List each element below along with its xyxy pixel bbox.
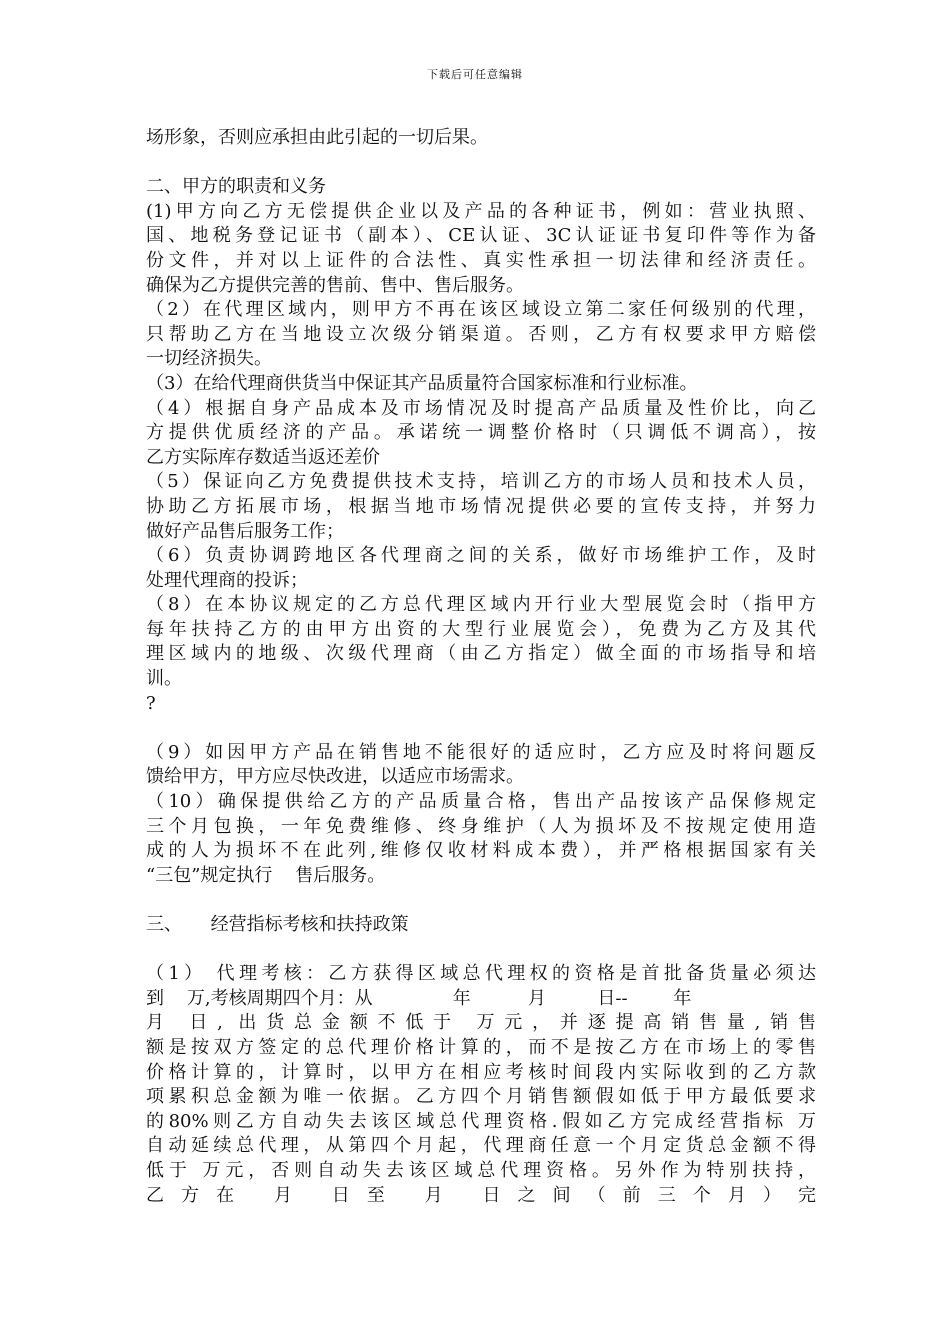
text-line: 价格计算的，计算时，以甲方在相应考核时间段内实际收到的乙方款 [146,1061,816,1083]
text-line: 到 万,考核周期四个月：从 年 月 日-- 年 [146,987,692,1009]
text-line: 国、地税务登记证书（副本）、CE认证、3C认证证书复印件等作为备 [146,225,816,247]
text-line: 二、甲方的职责和义务 [146,176,326,198]
text-line: （2）在代理区域内，则甲方不再在该区域设立第二家任何级别的代理， [146,299,816,321]
text-line: 一切经济损失。 [146,348,272,370]
text-line: 三、 经营指标考核和扶持政策 [146,914,409,935]
text-line: 的80%则乙方自动失去该区域总代理资格.假如乙方完成经营指标 万 [146,1110,816,1132]
blank-line [146,151,816,176]
text-line: （6）负责协调跨地区各代理商之间的关系，做好市场维护工作，及时 [146,545,816,567]
page-header: 下载后可任意编辑 [427,68,523,81]
text-line: 三个月包换，一年免费维修、终身维护（人为损坏及不按规定使用造 [146,815,816,837]
text-line: (1)甲方向乙方无偿提供企业以及产品的各种证书，例如：营业执照、 [146,200,816,222]
text-line: 确保为乙方提供完善的售前、售中、售后服务。 [146,274,524,296]
text-line: 理区域内的地级、次级代理商（由乙方指定）做全面的市场指导和培 [146,643,816,665]
text-line: 处理代理商的投诉； [146,569,308,591]
blank-line [146,938,816,963]
text-line: 自动延续总代理，从第四个月起，代理商任意一个月定货总金额不得 [146,1135,816,1157]
text-line: 方提供优质经济的产品。承诺统一调整价格时（只调低不调高），按 [146,422,816,444]
text-line: （8）在本协议规定的乙方总代理区域内开行业大型展览会时（指甲方 [146,594,816,616]
text-line: 成的人为损坏不在此列,维修仅收材料成本费），并严格根据国家有关 [146,840,816,862]
text-line: 训。 [146,668,182,690]
text-line: 项累积总金额为唯一依据。乙方四个月销售额假如低于甲方最低要求 [146,1086,816,1108]
text-line: 份文件，并对以上证件的合法性、真实性承担一切法律和经济责任。 [146,249,816,271]
text-line: “三包”规定执行 售后服务。 [146,864,386,886]
text-line: ? [146,692,156,714]
text-line: 月 日, 出货总金额不低于 万元，并逐提高销售量,销售 [146,1012,816,1034]
document-body [146,126,816,1208]
text-line: 乙方实际库存数适当返还差价 [146,446,380,468]
text-line: 协助乙方拓展市场，根据当地市场情况提供必要的宣传支持，并努力 [146,495,816,517]
blank-line [146,716,816,741]
text-line: 低于 万元，否则自动失去该区域总代理资格。另外作为特别扶持， [146,1159,816,1181]
text-line: （1） 代理考核：乙方获得区域总代理权的资格是首批备货量必须达 [146,963,816,985]
text-line: 做好产品售后服务工作； [146,520,344,542]
text-line: 乙方在 月 日至 月 日之间（前三个月）完 [146,1184,816,1206]
text-line: （4）根据自身产品成本及市场情况及时提高产品质量及性价比，向乙 [146,397,816,419]
text-line: （3）在给代理商供货当中保证其产品质量符合国家标准和行业标准。 [146,372,698,394]
text-line: （10）确保提供给乙方的产品质量合格，售出产品按该产品保修规定 [146,791,816,813]
blank-line [146,888,816,913]
text-line: 馈给甲方，甲方应尽快改进，以适应市场需求。 [146,766,524,788]
text-line: 场形象，否则应承担由此引起的一切后果。 [146,127,488,148]
text-line: 只帮助乙方在当地设立次级分销渠道。否则，乙方有权要求甲方赔偿 [146,323,816,345]
text-line: （9）如因甲方产品在销售地不能很好的适应时，乙方应及时将问题反 [146,741,816,763]
text-line: （5）保证向乙方免费提供技术支持，培训乙方的市场人员和技术人员， [146,471,816,493]
text-line: 每年扶持乙方的由甲方出资的大型行业展览会），免费为乙方及其代 [146,618,816,640]
text-line: 额是按双方签定的总代理价格计算的，而不是按乙方在市场上的零售 [146,1036,816,1058]
